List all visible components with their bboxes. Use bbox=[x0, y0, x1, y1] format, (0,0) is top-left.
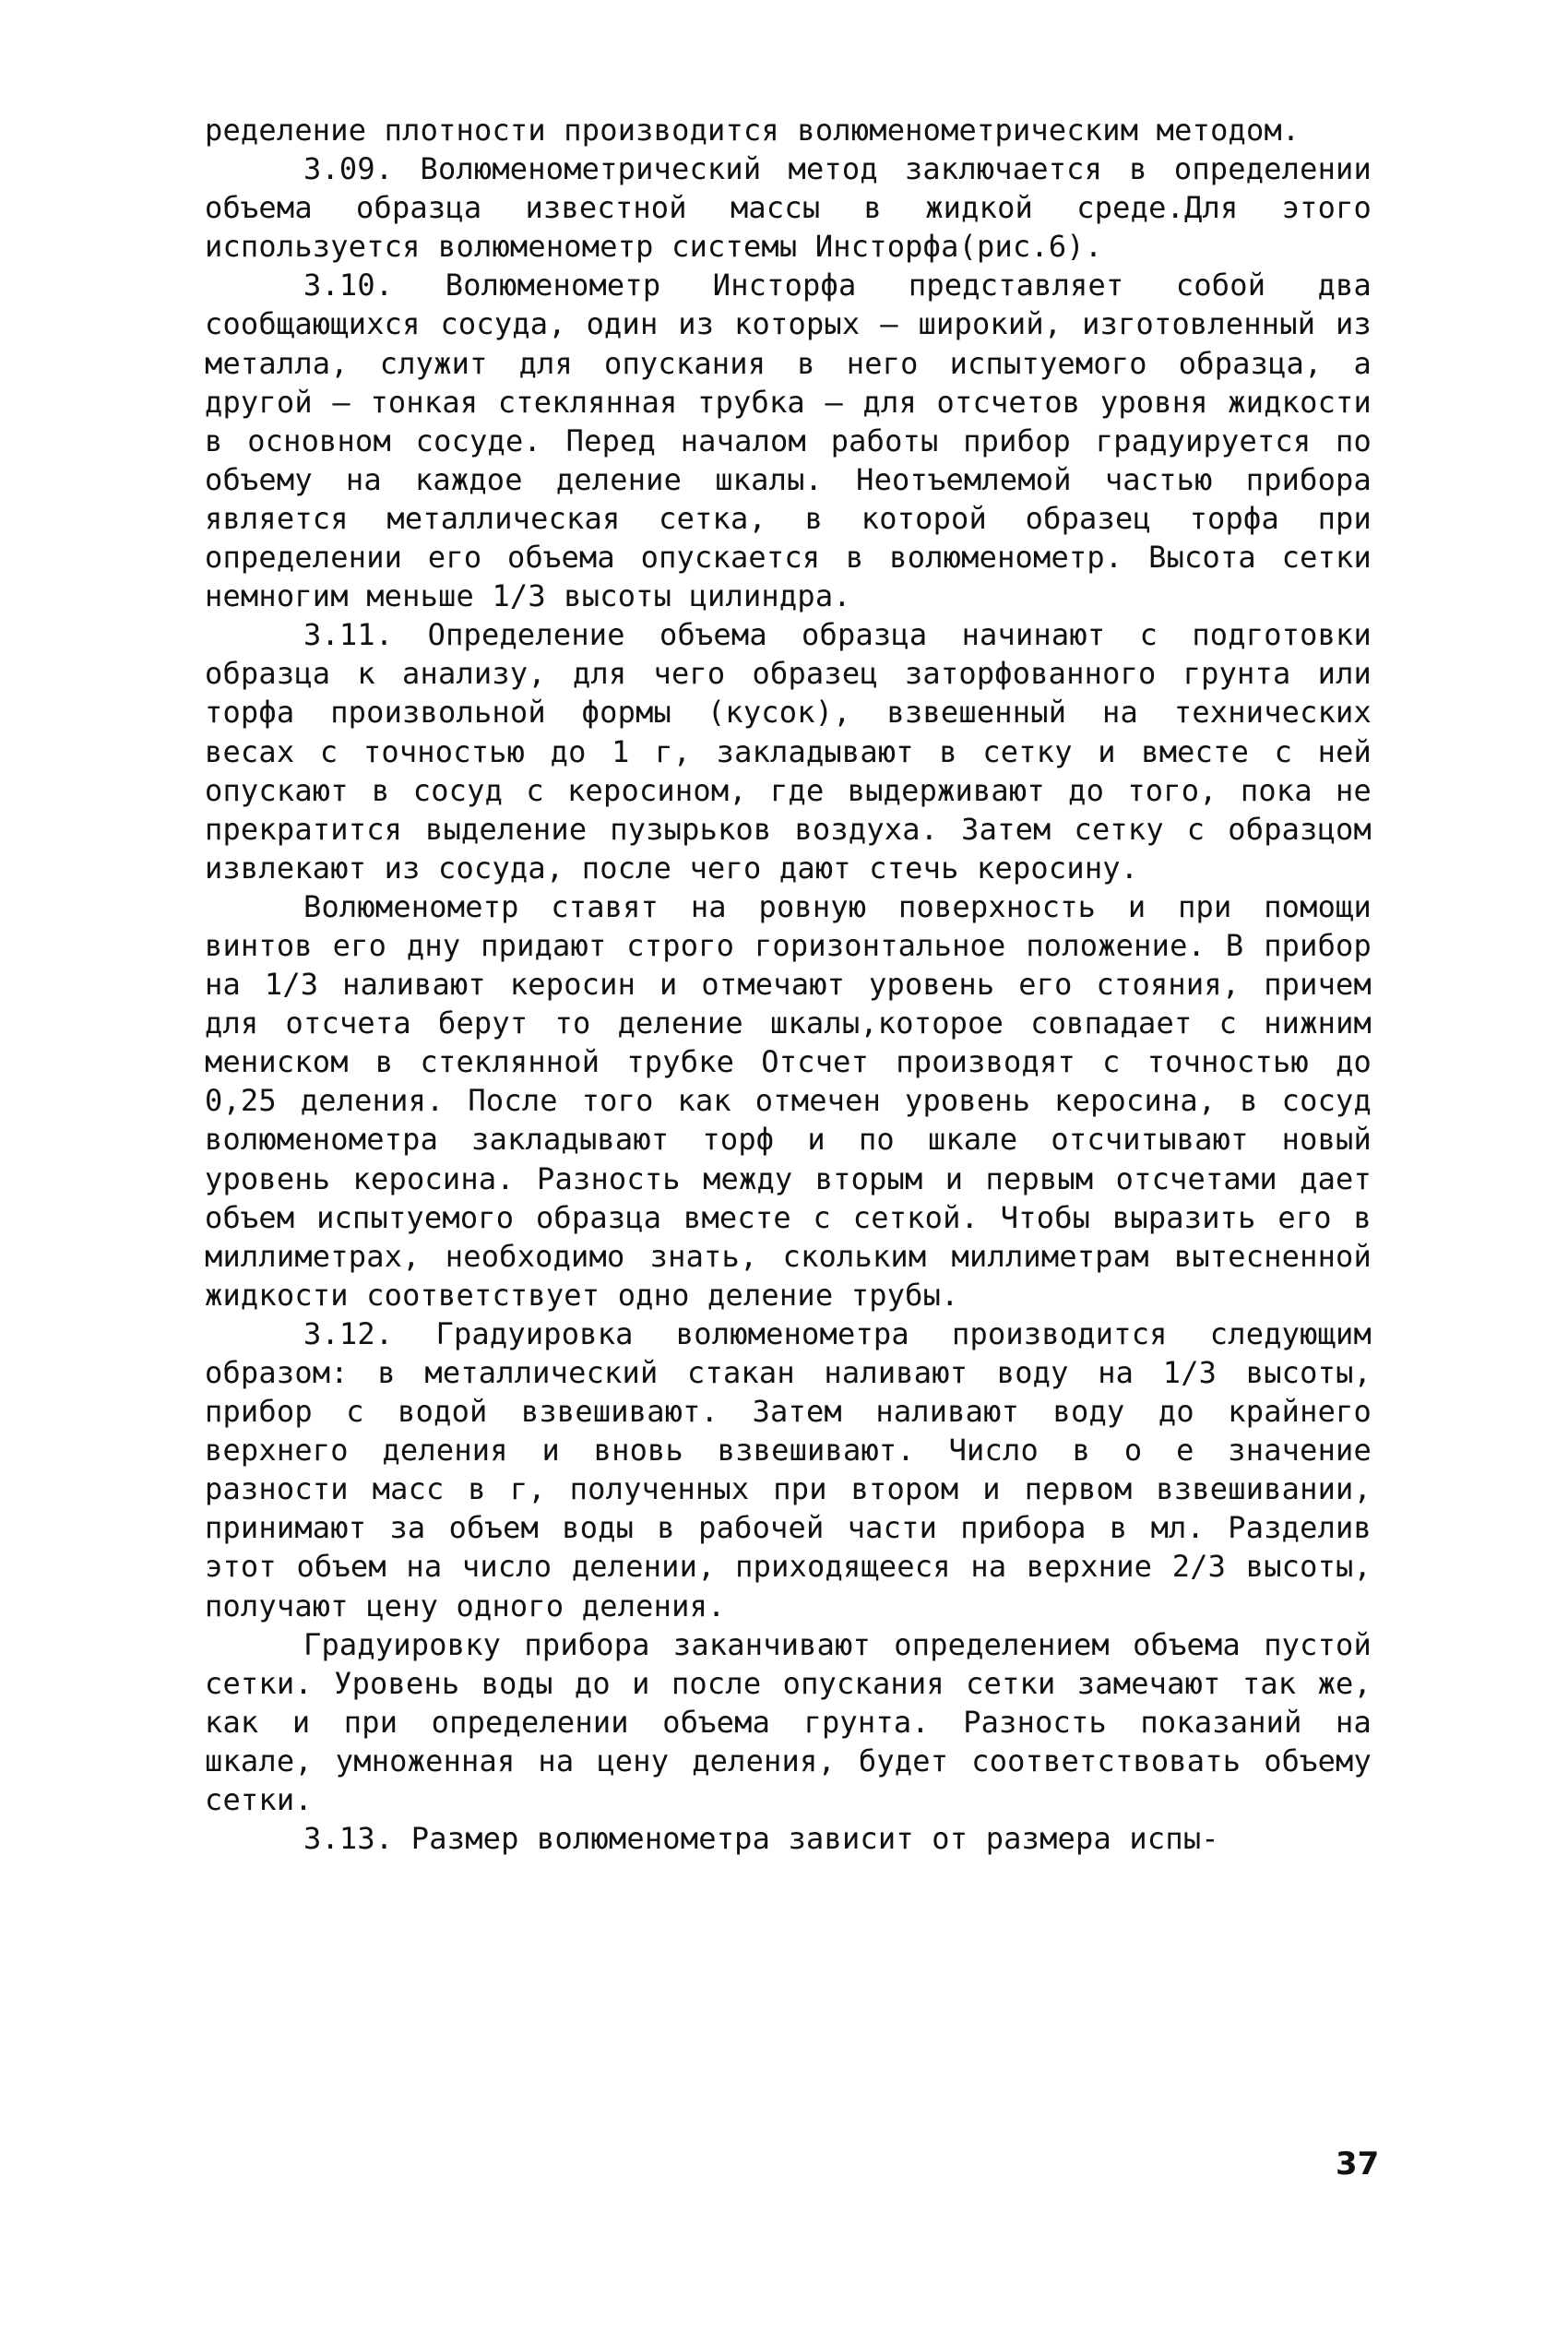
paragraph-3-09: 3.09. Волюменометрический метод заключается в определении объема образца известной массы в жидкой среде.Для этого используется волюменометр системы Инсторфа(рис.6). bbox=[205, 151, 1372, 265]
paragraph-mesh-calibration: Градуировку прибора заканчивают определением объема пустой сетки. Уровень воды до и после опускания сетки замечают так же, как и при определении объема грунта. Разность показаний на шкале, умноженная на цену деления, будет соответствовать объему сетки. bbox=[205, 1626, 1372, 1818]
paragraph-continuation: ределение плотности производится волюменометрическим методом. bbox=[205, 113, 1301, 148]
paragraph-3-12: 3.12. Градуировка волюменометра производится следующим образом: в металлический стакан наливают воду на 1/3 высоты, прибор с водой взвешивают. Затем наливают воду до крайнего верхнего деления и вновь взвешивают. Число в о е значение разности масс в г, полученных при втором и первом взвешивании, принимают за объем воды в рабочей части прибора в мл. Разделив этот объем на число делении, приходящееся на верхние 2/3 высоты, получают цену одного деления. bbox=[205, 1315, 1372, 1623]
paragraph-3-11: 3.11. Определение объема образца начинают с подготовки образца к анализу, для чего образец заторфованного грунта или торфа произвольной формы (кусок), взвешенный на технических весах с точностью до 1 г, закладывают в сетку и вместе с ней опускают в сосуд с керосином, где выдерживают до того, пока не прекратится выделение пузырьков воздуха. Затем сетку с образцом извлекают из сосуда, после чего дают стечь керосину. bbox=[205, 617, 1372, 886]
page-number: 37 bbox=[1336, 2146, 1380, 2182]
paragraph-3-13: 3.13. Размер волюменометра зависит от размера испы- bbox=[303, 1821, 1219, 1857]
paragraph-volumeter-setup: Волюменометр ставят на ровную поверхность и при помощи винтов его дну придают строго горизонтальное положение. В прибор на 1/3 наливают керосин и отмечают уровень его стояния, причем для отсчета берут то деление шкалы,которое совпадает с нижним мениском в стеклянной трубке Отсчет производят с точностью до 0,25 деления. После того как отмечен уровень керосина, в сосуд волюменометра закладывают торф и по шкале отсчитывают новый уровень керосина. Разность между вторым и первым отсчетами дает объем испытуемого образца вместе с сеткой. Чтобы выразить его в миллиметрах, необходимо знать, скольким миллиметрам вытесненной жидкости соответствует одно деление трубы. bbox=[205, 888, 1372, 1313]
paragraph-3-10: 3.10. Волюменометр Инсторфа представляет собой два сообщающихся сосуда, один из которых – широкий, изготовленный из металла, служит для опускания в него испытуемого образца, а другой – тонкая стеклянная трубка – для отсчетов уровня жидкости в основном сосуде. Перед началом работы прибор градуируется по объему на каждое деление шкалы. Неотъемлемой частью прибора является металлическая сетка, в которой образец торфа при определении его объема опускается в волюменометр. Высота сетки немногим меньше 1/3 высоты цилиндра. bbox=[205, 268, 1372, 614]
page-body bbox=[205, 111, 1372, 1858]
